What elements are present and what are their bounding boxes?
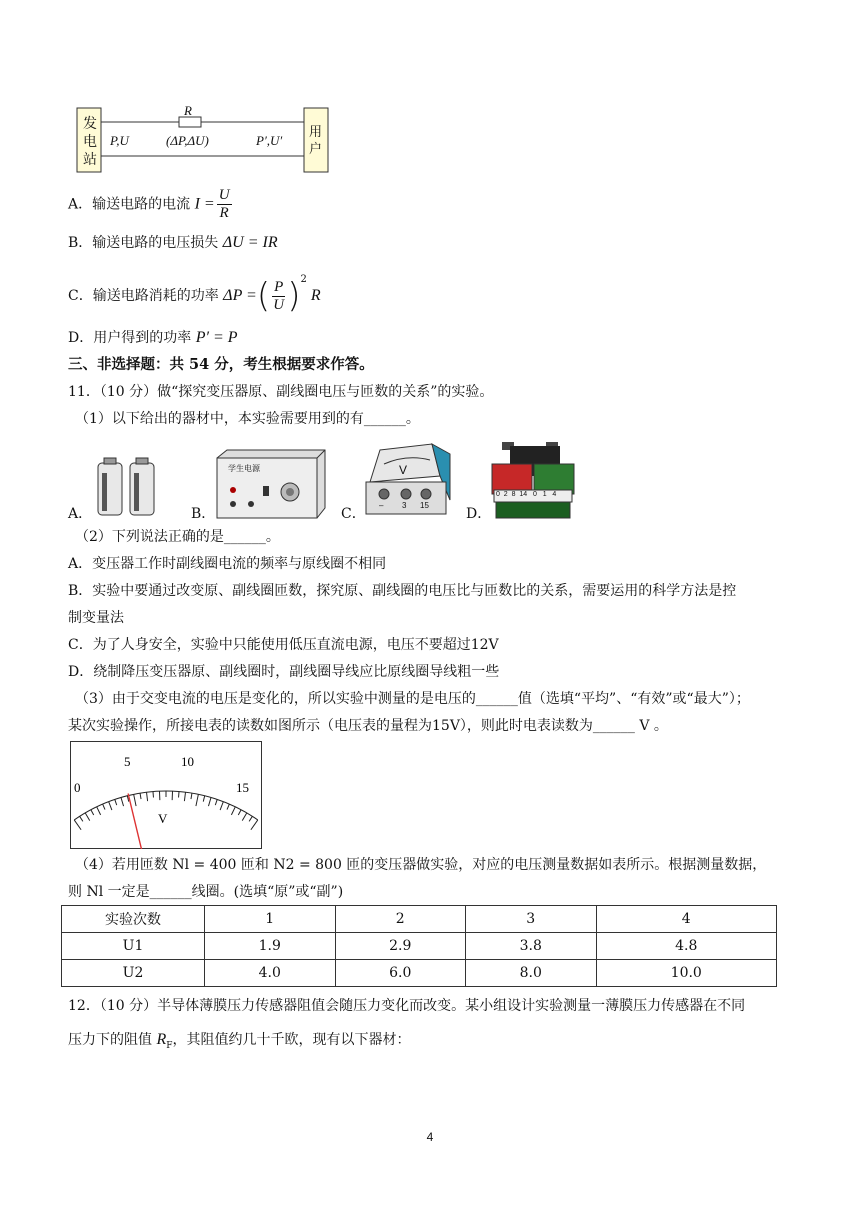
voltmeter-letter: V: [399, 463, 408, 477]
q11-part3-line2: 某次实验操作，所接电表的读数如图所示（电压表的量程为15V），则此时电表读数为______ V 。: [68, 718, 668, 734]
dial-tick-label-0: 0: [74, 780, 81, 795]
table-header-cell: 1: [205, 906, 336, 933]
q11-stem: 11．（10 分）做“探究变压器原、副线圈电压与匝数的关系”的实验。: [68, 384, 494, 400]
voltmeter-icon: [362, 440, 452, 520]
dial-tick-label-15: 15: [236, 780, 249, 795]
q12-line2: 压力下的阻值 $R_F$，其阻值约几十千欧，现有以下器材：: [68, 1031, 411, 1051]
page-number: 4: [426, 1130, 434, 1144]
option-b: B．输送电路的电压损失 ΔU = IR: [68, 234, 278, 251]
table-header-cell: 4: [596, 906, 777, 933]
table-header-cell: 2: [335, 906, 466, 933]
q11-part2: （2）下列说法正确的是______。: [75, 529, 280, 545]
table-row: [62, 933, 777, 960]
dial-tick-label-5: 5: [124, 754, 131, 769]
batteries-icon: [92, 455, 164, 520]
table-row: [62, 960, 777, 987]
voltage-data-table: [61, 905, 777, 987]
q11-option-c: C．为了人身安全，实验中只能使用低压直流电源，电压不要超过12V: [68, 637, 499, 653]
voltmeter-dial: [70, 741, 262, 849]
equip-label-d: D．: [466, 506, 492, 522]
voltmeter-scale-3: 3: [402, 501, 407, 510]
table-cell: 10.0: [596, 960, 777, 987]
table-header-cell: 3: [466, 906, 597, 933]
q11-option-d: D．绕制降压变压器原、副线圈时，副线圈导线应比原线圈导线粗一些: [68, 664, 500, 680]
equip-label-b: B．: [191, 506, 216, 522]
table-cell: U2: [62, 960, 205, 987]
q11-option-a: A．变压器工作时副线圈电流的频率与原线圈不相同: [68, 556, 387, 572]
table-cell: 6.0: [335, 960, 466, 987]
q11-part4-line1: （4）若用匝数 Nl = 400 匝和 N2 = 800 匝的变压器做实验，对应的电压测量数据如表所示。根据测量数据，: [75, 857, 767, 873]
table-header-cell: 实验次数: [62, 906, 205, 933]
section-3-title: 三、非选择题：共 54 分，考生根据要求作答。: [68, 356, 374, 373]
voltmeter-scale-15: 15: [420, 501, 429, 510]
equip-label-c: C．: [341, 506, 366, 522]
table-cell: 2.9: [335, 933, 466, 960]
table-cell: 3.8: [466, 933, 597, 960]
transformer-icon: [490, 432, 580, 522]
table-cell: U1: [62, 933, 205, 960]
q11-part1: （1）以下给出的器材中，本实验需要用到的有______。: [75, 411, 420, 427]
q11-option-b-line2: 制变量法: [68, 610, 124, 626]
table-cell: 4.8: [596, 933, 777, 960]
user-box-text: 用 户: [309, 125, 323, 157]
table-cell: 8.0: [466, 960, 597, 987]
option-c: C．输送电路消耗的功率 ΔP =( $\frac{P}{U}$ )$^2$ R: [68, 274, 321, 316]
resistor-label: R: [184, 103, 192, 118]
q11-option-b-line1: B．实验中要通过改变原、副线圈匝数，探究原、副线圈的电压比与匝数比的关系，需要运用的科学方法是控: [68, 583, 737, 599]
voltmeter-scale-neg: –: [379, 501, 384, 510]
equip-label-a: A．: [68, 506, 93, 522]
station-box-text: 发 电 站: [83, 116, 97, 168]
dial-unit: V: [158, 811, 168, 826]
q12-line1: 12．（10 分）半导体薄膜压力传感器阻值会随压力变化而改变。某小组设计实验测量一薄膜压力传感器在不同: [68, 998, 746, 1014]
table-header-row: [62, 906, 777, 933]
source-power-label: P,U: [110, 133, 129, 148]
option-a: A．输送电路的电流 I = $\frac{U}{R}$: [68, 187, 230, 221]
q11-part3-line1: （3）由于交变电流的电压是变化的，所以实验中测量的是电压的______值（选填“平均”、“有效”或“最大”）；: [75, 691, 750, 707]
table-cell: 4.0: [205, 960, 336, 987]
transformer-tick-labels: 0 2 8 14 0 1 4: [496, 491, 557, 498]
student-power-supply-icon: [213, 448, 328, 520]
table-cell: 1.9: [205, 933, 336, 960]
q11-part4-line2: 则 Nl 一定是______线圈。(选填“原”或“副”): [68, 884, 344, 900]
loss-label: (ΔP,ΔU): [166, 133, 209, 148]
dial-tick-label-10: 10: [181, 754, 194, 769]
power-supply-label: 学生电源: [228, 464, 260, 473]
option-d: D．用户得到的功率 P′ = P: [68, 329, 238, 346]
user-power-label: P′,U′: [256, 133, 283, 148]
